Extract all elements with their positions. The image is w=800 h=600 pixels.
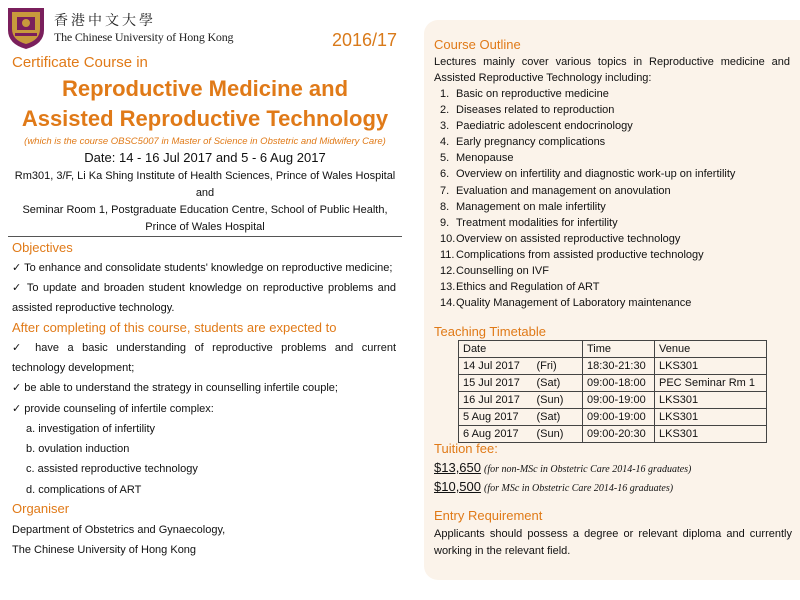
fee-amount: $10,500: [434, 479, 481, 494]
fee-note: (for MSc in Obstetric Care 2014-16 graduates): [484, 483, 674, 494]
course-title-line2: Assisted Reproductive Technology: [21, 106, 389, 131]
list-item: 9. Treatment modalities for infertility: [440, 216, 618, 229]
divider: [8, 236, 402, 237]
venue-line-1: Rm301, 3/F, Li Ka Shing Institute of Health Sciences, Prince of Wales Hospital: [14, 170, 396, 182]
fee-amount: $13,650: [434, 460, 481, 475]
fee-non-msc: [434, 460, 691, 475]
list-item: 6. Overview on infertility and diagnostic work-up on infertility: [440, 168, 736, 181]
list-item: 4. Early pregnancy complications: [440, 136, 606, 149]
list-item: 12.Counselling on IVF: [440, 265, 549, 278]
check-icon: ✓: [12, 282, 27, 294]
outcome-item: ✓ have a basic understanding of reproductive problems and current technology development;: [12, 342, 397, 374]
organiser-heading: Organiser: [12, 501, 70, 516]
tuition-heading: Tuition fee:: [434, 441, 498, 456]
check-icon: ✓: [12, 262, 25, 274]
course-dates: Date: 14 - 16 Jul 2017 and 5 - 6 Aug 2017: [84, 150, 326, 165]
list-item: 13.Ethics and Regulation of ART: [440, 281, 600, 294]
table-row: 15 Jul 2017 (Sat) 09:00-18:00 PEC Seminar Rm 1: [459, 375, 767, 392]
list-item: 14.Quality Management of Laboratory maintenance: [440, 297, 692, 310]
university-name-en: The Chinese University of Hong Kong: [54, 30, 234, 44]
table-row: 14 Jul 2017 (Fri) 18:30-21:30 LKS301: [459, 358, 767, 375]
timetable-heading: Teaching Timetable: [434, 324, 547, 339]
header-time: Time: [583, 341, 655, 358]
fee-msc: [434, 479, 673, 494]
check-icon: ✓: [12, 403, 25, 415]
outcome-item: ✓ be able to understand the strategy in counselling infertile couple;: [12, 382, 338, 394]
list-item: 1. Basic on reproductive medicine: [440, 88, 609, 100]
fee-note: (for non-MSc in Obstetric Care 2014-16 graduates): [484, 464, 692, 475]
list-item: 2. Diseases related to reproduction: [440, 104, 615, 117]
outline-heading: Course Outline: [434, 37, 521, 52]
check-icon: ✓: [12, 342, 36, 354]
check-icon: ✓: [12, 382, 25, 394]
organiser-line-1: Department of Obstetrics and Gynaecology,: [12, 524, 226, 536]
list-item: 7. Evaluation and management on anovulation: [440, 184, 671, 197]
list-item: 3. Paediatric adolescent endocrinology: [440, 120, 633, 133]
objective-item: ✓ To update and broaden student knowledge on reproductive problems and assisted reproductive technology.: [12, 282, 396, 314]
outcomes-heading: After completing of this course, students are expected to: [12, 320, 337, 335]
table-row: 16 Jul 2017 (Sun) 09:00-19:00 LKS301: [459, 392, 767, 409]
header-venue: Venue: [655, 341, 767, 358]
list-item: 10.Overview on assisted reproductive technology: [440, 232, 681, 245]
course-code-note: (which is the course OBSC5007 in Master of Science in Obstetric and Midwifery Care): [24, 136, 386, 147]
list-item: 5. Menopause: [440, 152, 514, 165]
timetable: [458, 340, 767, 443]
outline-intro: Lectures mainly cover various topics in Reproductive medicine and Assisted Reproductive Technology including:: [434, 56, 790, 84]
header-date: Date: [459, 341, 583, 358]
entry-text: Applicants should possess a degree or relevant diploma and currently working in the relevant field.: [434, 528, 792, 557]
objectives-heading: Objectives: [12, 240, 73, 255]
table-header-row: [459, 341, 767, 358]
entry-heading: Entry Requirement: [434, 508, 543, 523]
table-row: 5 Aug 2017 (Sat) 09:00-19:00 LKS301: [459, 409, 767, 426]
academic-year: 2016/17: [332, 30, 398, 50]
cuhk-crest-icon: [6, 6, 46, 50]
venue-and: and: [195, 187, 215, 199]
sub-item: b. ovulation induction: [26, 443, 130, 455]
sub-item: d. complications of ART: [26, 484, 142, 496]
list-item: 8. Management on male infertility: [440, 200, 606, 213]
organiser-line-2: The Chinese University of Hong Kong: [12, 544, 197, 556]
list-item: 11. Complications from assisted productive technology: [440, 248, 704, 261]
outline-list: [440, 86, 735, 311]
sub-item: c. assisted reproductive technology: [26, 463, 198, 475]
venue-line-2: Seminar Room 1, Postgraduate Education Centre, School of Public Health,: [22, 204, 388, 216]
outcome-item: ✓ provide counseling of infertile complex:: [12, 403, 214, 415]
course-title-line1: Reproductive Medicine and: [61, 76, 349, 101]
table-row: 6 Aug 2017 (Sun) 09:00-20:30 LKS301: [459, 426, 767, 443]
certificate-label: Certificate Course in: [12, 54, 148, 71]
sub-item: a. investigation of infertility: [26, 423, 156, 435]
venue-line-3: Prince of Wales Hospital: [145, 221, 265, 233]
university-name-cn: 香港中文大學: [54, 13, 156, 29]
objective-item: ✓ To enhance and consolidate students' knowledge on reproductive medicine;: [12, 262, 393, 274]
